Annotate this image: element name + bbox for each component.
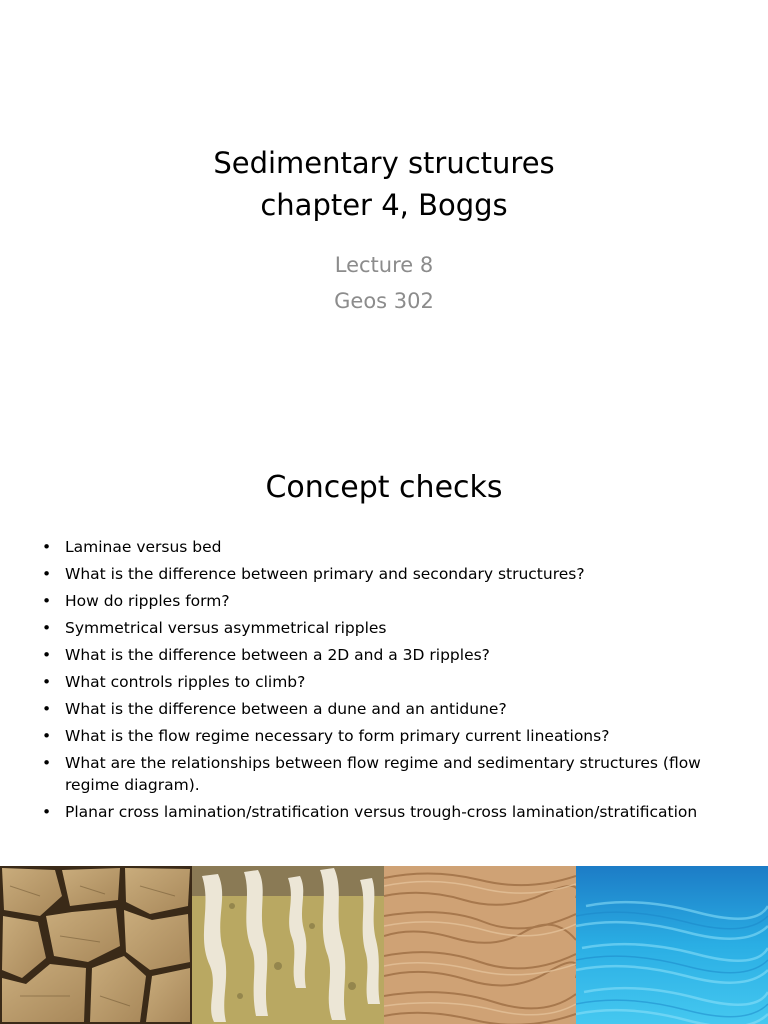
bullet-text: Planar cross lamination/stratification versus trough-cross lamination/stratification	[65, 803, 698, 821]
bullet-dot: •	[42, 700, 52, 718]
bullet-dot: •	[42, 565, 52, 583]
title-slide	[0, 0, 768, 432]
concept-checks-slide	[0, 432, 768, 864]
underwater-ripples-photo	[576, 866, 768, 1024]
bullet-text: What is the difference between primary and secondary structures?	[65, 565, 585, 583]
bullet-dot: •	[42, 754, 52, 772]
mudcracks-photo	[0, 866, 192, 1024]
title-line-1: Sedimentary structures	[213, 146, 555, 180]
bullet-dot: •	[42, 646, 52, 664]
bullet-item	[40, 752, 720, 796]
bullet-list	[40, 536, 720, 828]
slide-title: Concept checks	[265, 470, 503, 505]
bullet-text: What controls ripples to climb?	[65, 673, 306, 691]
title-line-2: chapter 4, Boggs	[260, 188, 508, 222]
subtitle-line-2: Geos 302	[334, 289, 434, 313]
bullet-item	[40, 563, 720, 585]
bullet-item	[40, 644, 720, 666]
bullet-text: How do ripples form?	[65, 592, 230, 610]
bullet-item	[40, 801, 720, 823]
slide-subtitle	[0, 247, 768, 319]
bullet-text: What is the flow regime necessary to form primary current lineations?	[65, 727, 610, 745]
bullet-item	[40, 698, 720, 720]
bullet-dot: •	[42, 592, 52, 610]
bullet-item	[40, 671, 720, 693]
bullet-dot: •	[42, 538, 52, 556]
bullet-text: What is the difference between a 2D and a 3D ripples?	[65, 646, 490, 664]
bullet-item	[40, 725, 720, 747]
bullet-item	[40, 590, 720, 612]
bullet-dot: •	[42, 673, 52, 691]
crust-photo	[192, 866, 384, 1024]
bullet-item	[40, 536, 720, 558]
bullet-item	[40, 617, 720, 639]
bullet-dot: •	[42, 619, 52, 637]
bullet-text: What is the difference between a dune and an antidune?	[65, 700, 507, 718]
sandstone-photo	[384, 866, 576, 1024]
slide-title	[0, 142, 768, 226]
image-strip	[0, 866, 768, 1024]
bullet-dot: •	[42, 803, 52, 821]
bullet-dot: •	[42, 727, 52, 745]
bullet-text: Symmetrical versus asymmetrical ripples	[65, 619, 387, 637]
bullet-text: Laminae versus bed	[65, 538, 222, 556]
subtitle-line-1: Lecture 8	[334, 253, 434, 277]
bullet-text: What are the relationships between flow regime and sedimentary structures (flow regime diagram).	[65, 754, 701, 794]
